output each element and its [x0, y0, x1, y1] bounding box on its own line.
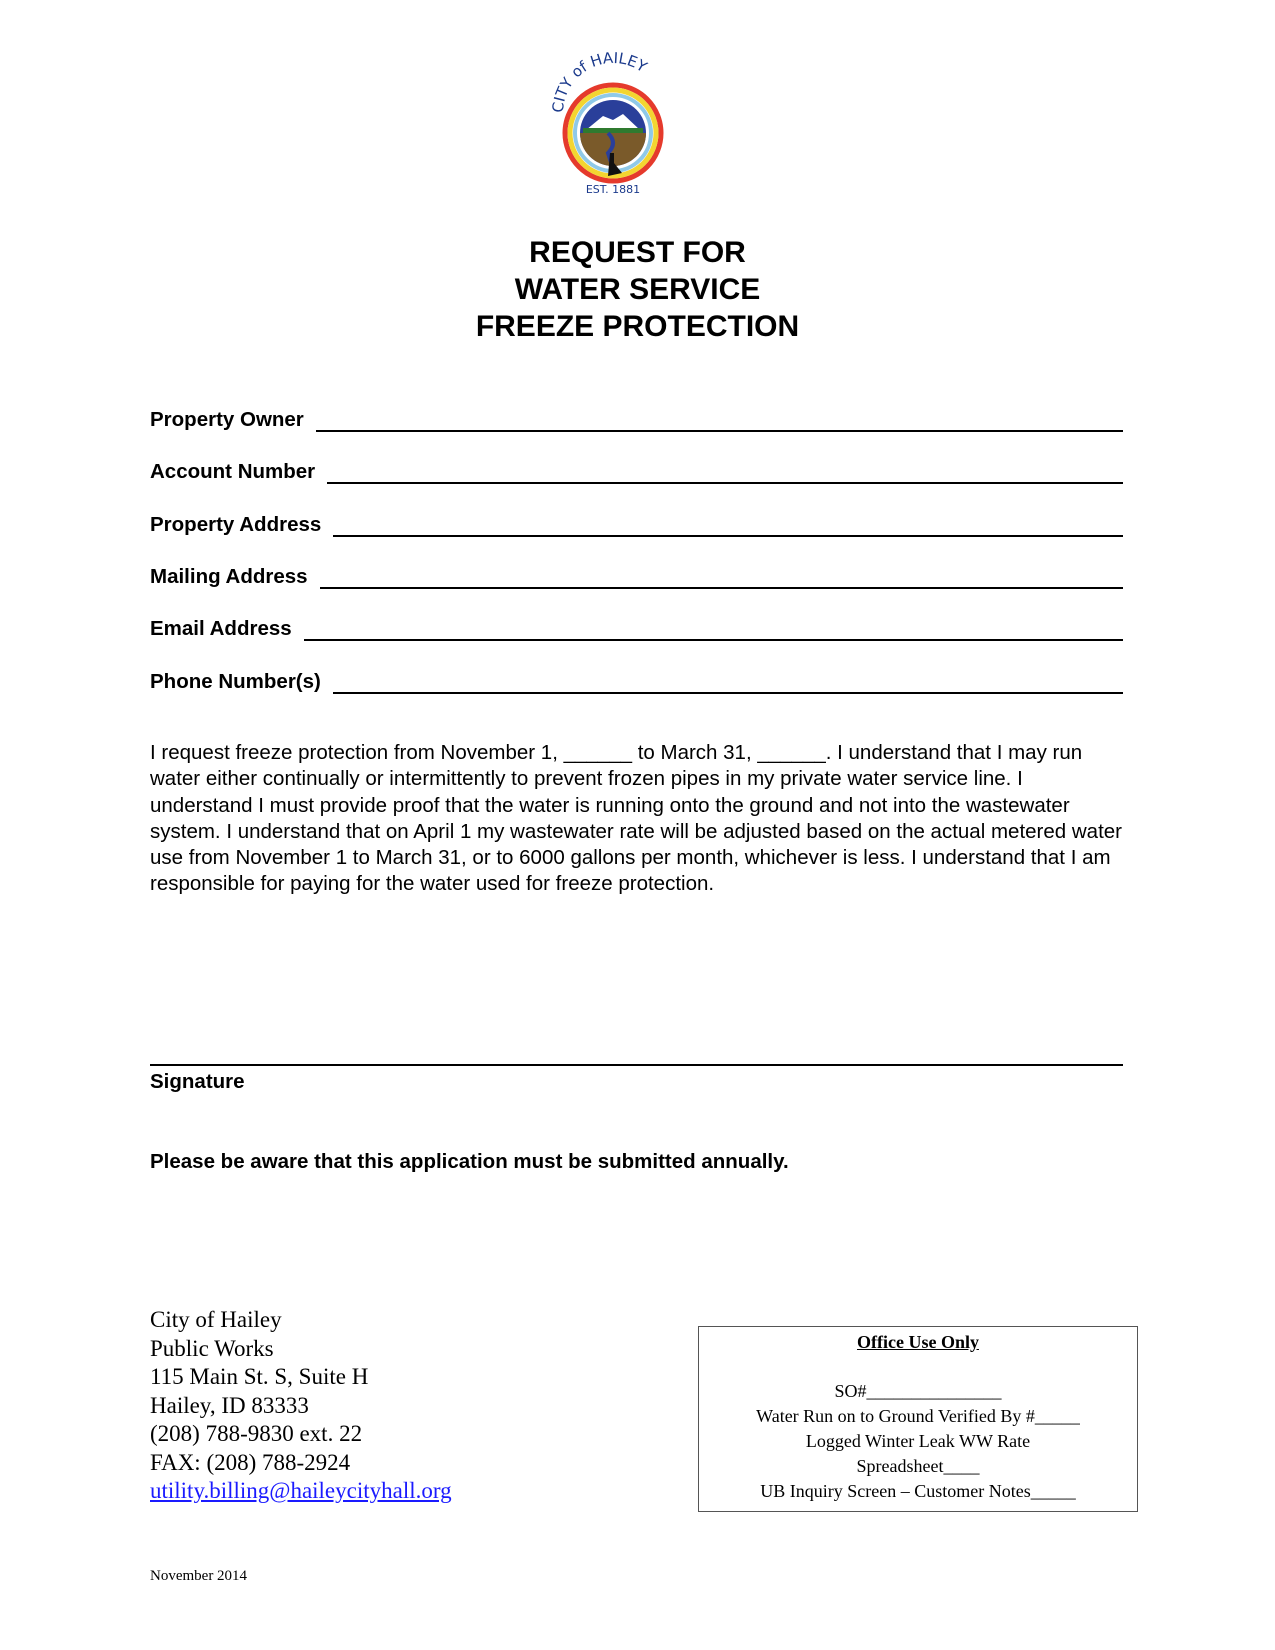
property-address-field[interactable] — [150, 513, 1123, 537]
mailing-address-field[interactable] — [150, 565, 1123, 589]
input-line[interactable] — [316, 410, 1123, 432]
input-line[interactable] — [333, 515, 1123, 537]
title-line: REQUEST FOR — [529, 236, 746, 269]
agreement-paragraph: I request freeze protection from November 1, ______ to March 31, ______. I understand that I may run water either continually or intermittently to prevent frozen pipes in my private water service line. I understand I must provide proof that the water is running onto the ground and not into the wastewater system. I understand that on April 1 my wastewater rate will be adjusted based on the actual metered water use from November 1 to March 31, or to 6000 gallons per month, whichever is less. I understand that I am responsible for paying for the water used for freeze protection. — [150, 741, 1122, 896]
field-label: Property Address — [150, 513, 322, 536]
title-line: FREEZE PROTECTION — [475, 310, 800, 343]
title-line: WATER SERVICE — [514, 273, 761, 306]
input-line[interactable] — [304, 619, 1123, 641]
account-number-field[interactable] — [150, 460, 1123, 484]
office-use-box — [698, 1326, 1138, 1512]
annual-notice: Please be aware that this application must be submitted annually. — [150, 1150, 789, 1173]
signature-label: Signature — [150, 1070, 245, 1093]
office-line: Spreadsheet____ — [856, 1456, 980, 1476]
contact-address — [150, 1306, 452, 1506]
phone-numbers-field[interactable] — [150, 670, 1123, 694]
field-label: Account Number — [150, 460, 316, 483]
address-line: Public Works — [150, 1335, 274, 1361]
form-title — [0, 234, 1275, 345]
field-label: Phone Number(s) — [150, 670, 321, 693]
fax-line: FAX: (208) 788-2924 — [150, 1449, 351, 1475]
signature-line[interactable] — [150, 1064, 1123, 1066]
address-line: 115 Main St. S, Suite H — [150, 1364, 369, 1389]
property-owner-field[interactable] — [150, 408, 1123, 432]
office-line: UB Inquiry Screen – Customer Notes_____ — [760, 1481, 1076, 1501]
field-label: Mailing Address — [150, 565, 308, 588]
field-label: Property Owner — [150, 408, 304, 431]
address-line: Hailey, ID 83333 — [150, 1392, 309, 1418]
field-label: Email Address — [150, 617, 292, 640]
address-line: City of Hailey — [150, 1307, 282, 1332]
office-line: Logged Winter Leak WW Rate — [805, 1431, 1031, 1451]
input-line[interactable] — [320, 567, 1123, 589]
email-address-field[interactable] — [150, 617, 1123, 641]
input-line[interactable] — [333, 672, 1123, 694]
city-of-hailey-logo — [548, 48, 678, 198]
input-line[interactable] — [327, 462, 1123, 484]
email-link[interactable]: utility.billing@haileycityhall.org — [150, 1478, 452, 1503]
svg-text:CITY of HAILEY: CITY of HAILEY — [548, 48, 651, 114]
office-line: SO#_______________ — [834, 1381, 1002, 1401]
revision-date: November 2014 — [150, 1568, 248, 1584]
phone-line: (208) 788-9830 ext. 22 — [150, 1421, 363, 1446]
svg-text:EST. 1881: EST. 1881 — [585, 183, 641, 196]
office-heading: Office Use Only — [857, 1332, 979, 1352]
office-line: Water Run on to Ground Verified By #_____ — [756, 1406, 1080, 1426]
